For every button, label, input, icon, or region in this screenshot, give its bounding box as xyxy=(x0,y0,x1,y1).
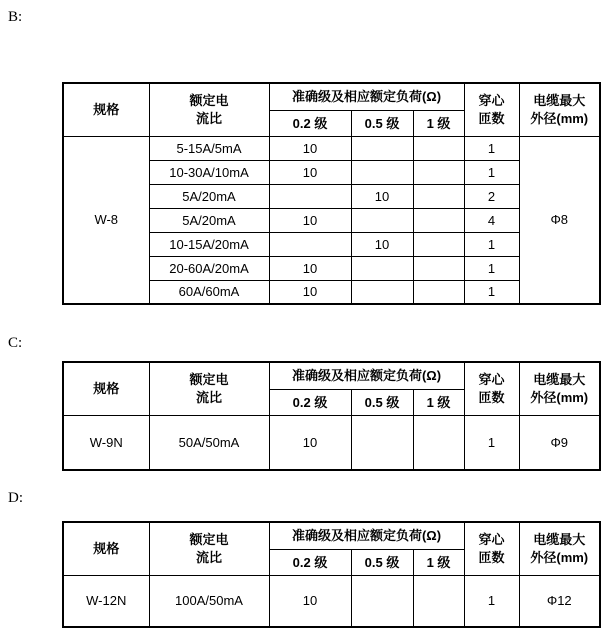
header-class-0-5: 0.5 级 xyxy=(351,549,413,575)
cell-spec: W-8 xyxy=(63,136,149,304)
cell-load-0-2: 10 xyxy=(269,415,351,470)
header-class-0-2: 0.2 级 xyxy=(269,389,351,415)
header-ratio xyxy=(149,362,269,415)
header-accuracy: 准确级及相应额定负荷(Ω) xyxy=(269,362,464,389)
cell-load-0-5 xyxy=(351,415,413,470)
header-cable xyxy=(519,522,600,575)
section-label-d: D: xyxy=(8,490,23,506)
header-cable-line2: 外径(mm) xyxy=(530,110,589,126)
header-turns-line1: 穿心 xyxy=(478,92,505,108)
header-class-0-2: 0.2 级 xyxy=(269,549,351,575)
cell-cable: Φ8 xyxy=(519,136,600,304)
cell-load-0-5 xyxy=(351,575,413,627)
cell-load-0-5 xyxy=(351,136,413,160)
header-ratio xyxy=(149,83,269,136)
header-turns xyxy=(464,522,519,575)
header-cable xyxy=(519,362,600,415)
cell-turns: 1 xyxy=(464,232,519,256)
header-turns xyxy=(464,362,519,415)
header-cable-line1: 电缆最大 xyxy=(533,371,586,387)
cell-ratio: 5A/20mA xyxy=(149,184,269,208)
cell-turns: 1 xyxy=(464,136,519,160)
table-c xyxy=(62,361,601,471)
header-class-1: 1 级 xyxy=(413,549,464,575)
cell-turns: 4 xyxy=(464,208,519,232)
cell-turns: 1 xyxy=(464,415,519,470)
header-ratio-line1: 额定电 xyxy=(189,92,229,108)
header-turns-line1: 穿心 xyxy=(478,531,505,547)
header-class-0-5: 0.5 级 xyxy=(351,110,413,136)
cell-spec: W-9N xyxy=(63,415,149,470)
cell-cable: Φ9 xyxy=(519,415,600,470)
header-ratio xyxy=(149,522,269,575)
cell-load-0-2: 10 xyxy=(269,136,351,160)
cell-load-1 xyxy=(413,232,464,256)
header-ratio-line1: 额定电 xyxy=(189,531,229,547)
cell-load-1 xyxy=(413,160,464,184)
header-class-1: 1 级 xyxy=(413,110,464,136)
cell-load-1 xyxy=(413,415,464,470)
cell-ratio: 60A/60mA xyxy=(149,280,269,304)
cell-load-0-5: 10 xyxy=(351,184,413,208)
cell-turns: 2 xyxy=(464,184,519,208)
cell-ratio: 5A/20mA xyxy=(149,208,269,232)
cell-ratio: 10-15A/20mA xyxy=(149,232,269,256)
cell-load-0-5 xyxy=(351,280,413,304)
header-ratio-line2: 流比 xyxy=(195,549,222,565)
cell-load-0-5 xyxy=(351,208,413,232)
cell-turns: 1 xyxy=(464,160,519,184)
header-ratio-line2: 流比 xyxy=(195,389,222,405)
cell-load-0-2: 10 xyxy=(269,280,351,304)
cell-load-0-5 xyxy=(351,160,413,184)
header-class-0-5: 0.5 级 xyxy=(351,389,413,415)
cell-load-1 xyxy=(413,136,464,160)
cell-ratio: 20-60A/20mA xyxy=(149,256,269,280)
table-row xyxy=(63,415,600,470)
header-cable-line1: 电缆最大 xyxy=(533,92,586,108)
section-label-c: C: xyxy=(8,335,23,351)
cell-turns: 1 xyxy=(464,575,519,627)
table-d xyxy=(62,521,601,628)
table-row xyxy=(63,522,600,549)
cell-turns: 1 xyxy=(464,256,519,280)
header-cable xyxy=(519,83,600,136)
header-cable-line2: 外径(mm) xyxy=(530,549,589,565)
cell-ratio: 50A/50mA xyxy=(149,415,269,470)
table-row xyxy=(63,362,600,389)
header-spec: 规格 xyxy=(63,362,149,415)
cell-load-0-2 xyxy=(269,232,351,256)
cell-load-0-2: 10 xyxy=(269,575,351,627)
header-class-0-2: 0.2 级 xyxy=(269,110,351,136)
cell-load-1 xyxy=(413,208,464,232)
cell-load-0-2: 10 xyxy=(269,256,351,280)
cell-load-1 xyxy=(413,184,464,208)
cell-ratio: 10-30A/10mA xyxy=(149,160,269,184)
cell-load-1 xyxy=(413,575,464,627)
cell-load-0-2 xyxy=(269,184,351,208)
cell-load-0-2: 10 xyxy=(269,160,351,184)
cell-turns: 1 xyxy=(464,280,519,304)
cell-spec: W-12N xyxy=(63,575,149,627)
header-ratio-line1: 额定电 xyxy=(189,371,229,387)
header-turns xyxy=(464,83,519,136)
cell-load-0-5: 10 xyxy=(351,232,413,256)
cell-load-1 xyxy=(413,256,464,280)
section-label-b: B: xyxy=(8,9,23,25)
table-row xyxy=(63,83,600,110)
header-spec: 规格 xyxy=(63,522,149,575)
header-accuracy: 准确级及相应额定负荷(Ω) xyxy=(269,522,464,549)
cell-ratio: 5-15A/5mA xyxy=(149,136,269,160)
header-turns-line1: 穿心 xyxy=(478,371,505,387)
cell-cable: Φ12 xyxy=(519,575,600,627)
header-turns-line2: 匝数 xyxy=(478,549,505,565)
header-accuracy: 准确级及相应额定负荷(Ω) xyxy=(269,83,464,110)
header-cable-line1: 电缆最大 xyxy=(533,531,586,547)
header-cable-line2: 外径(mm) xyxy=(530,389,589,405)
header-turns-line2: 匝数 xyxy=(478,389,505,405)
table-row xyxy=(63,136,600,160)
header-class-1: 1 级 xyxy=(413,389,464,415)
table-b xyxy=(62,82,601,305)
table-row xyxy=(63,575,600,627)
header-spec: 规格 xyxy=(63,83,149,136)
header-turns-line2: 匝数 xyxy=(478,110,505,126)
cell-load-0-5 xyxy=(351,256,413,280)
cell-load-1 xyxy=(413,280,464,304)
cell-load-0-2: 10 xyxy=(269,208,351,232)
cell-ratio: 100A/50mA xyxy=(149,575,269,627)
header-ratio-line2: 流比 xyxy=(195,110,222,126)
